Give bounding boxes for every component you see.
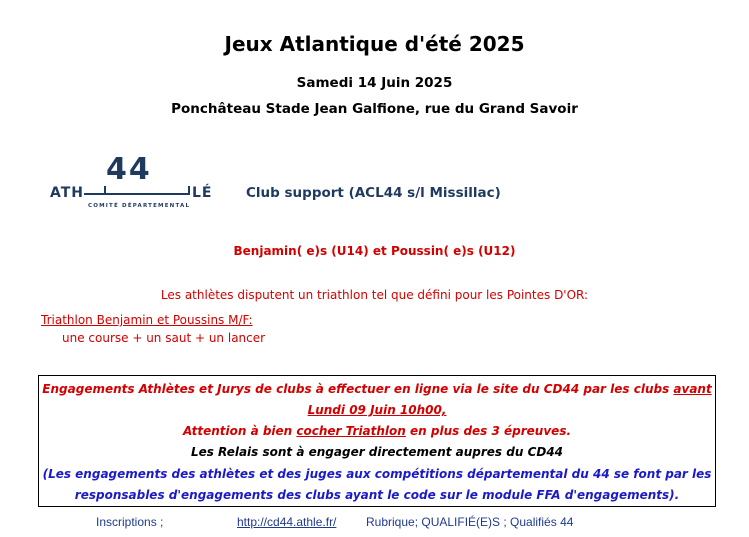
event-date: Samedi 14 Juin 2025: [296, 75, 453, 91]
engagements-relais: Les Relais sont à engager directement aupres du CD44: [190, 445, 564, 459]
logo-subtitle: COMITÉ DÉPARTEMENTAL: [88, 203, 191, 209]
engagements-box: [38, 375, 716, 507]
event-venue: Ponchâteau Stade Jean Galfione, rue du Grand Savoir: [171, 101, 578, 117]
club-support: Club support (ACL44 s/l Missillac): [246, 185, 501, 201]
cd44-logo: [48, 152, 223, 212]
engagements-note-line-1: (Les engagements des athlètes et des juges aux compétitions départemental du 44 se font par les: [42, 467, 712, 481]
triathlon-events: une course + un saut + un lancer: [62, 331, 266, 345]
engagements-line-1-text: Engagements Athlètes et Jurys de clubs à effectuer en ligne via le site du CD44 par les clubs: [42, 382, 674, 396]
engagements-check-triathlon: cocher Triathlon: [296, 424, 406, 438]
engagements-line-1: [39, 382, 715, 396]
categories: Benjamin( e)s (U14) et Poussin( e)s (U12): [233, 244, 516, 258]
engagements-before: avant: [673, 382, 712, 396]
page-title: Jeux Atlantique d'été 2025: [224, 32, 525, 56]
engagements-line-3-suffix: en plus des 3 épreuves.: [405, 424, 572, 438]
logo-text-right: LÉ: [192, 185, 213, 201]
footer-label: Inscriptions ;: [96, 515, 164, 529]
logo-number: 44: [106, 152, 152, 187]
logo-text-left: ATH: [50, 185, 85, 201]
engagements-note-line-2: responsables d'engagements des clubs ayant le code sur le module FFA d'engagements).: [74, 488, 680, 502]
triathlon-title: Triathlon Benjamin et Poussins M/F:: [41, 313, 253, 327]
engagements-deadline: Lundi 09 Juin 10h00,: [307, 403, 447, 417]
footer-link[interactable]: http://cd44.athle.fr/: [237, 515, 337, 529]
engagements-line-3: [39, 424, 715, 438]
intro-text: Les athlètes disputent un triathlon tel que défini pour les Pointes D'OR:: [160, 288, 589, 302]
logo-line: [84, 193, 190, 195]
footer-rubrique: Rubrique; QUALIFIÉ(E)S ; Qualifiés 44: [366, 515, 574, 529]
engagements-line-3-prefix: Attention à bien: [182, 424, 297, 438]
logo-tick-right: [188, 186, 190, 195]
